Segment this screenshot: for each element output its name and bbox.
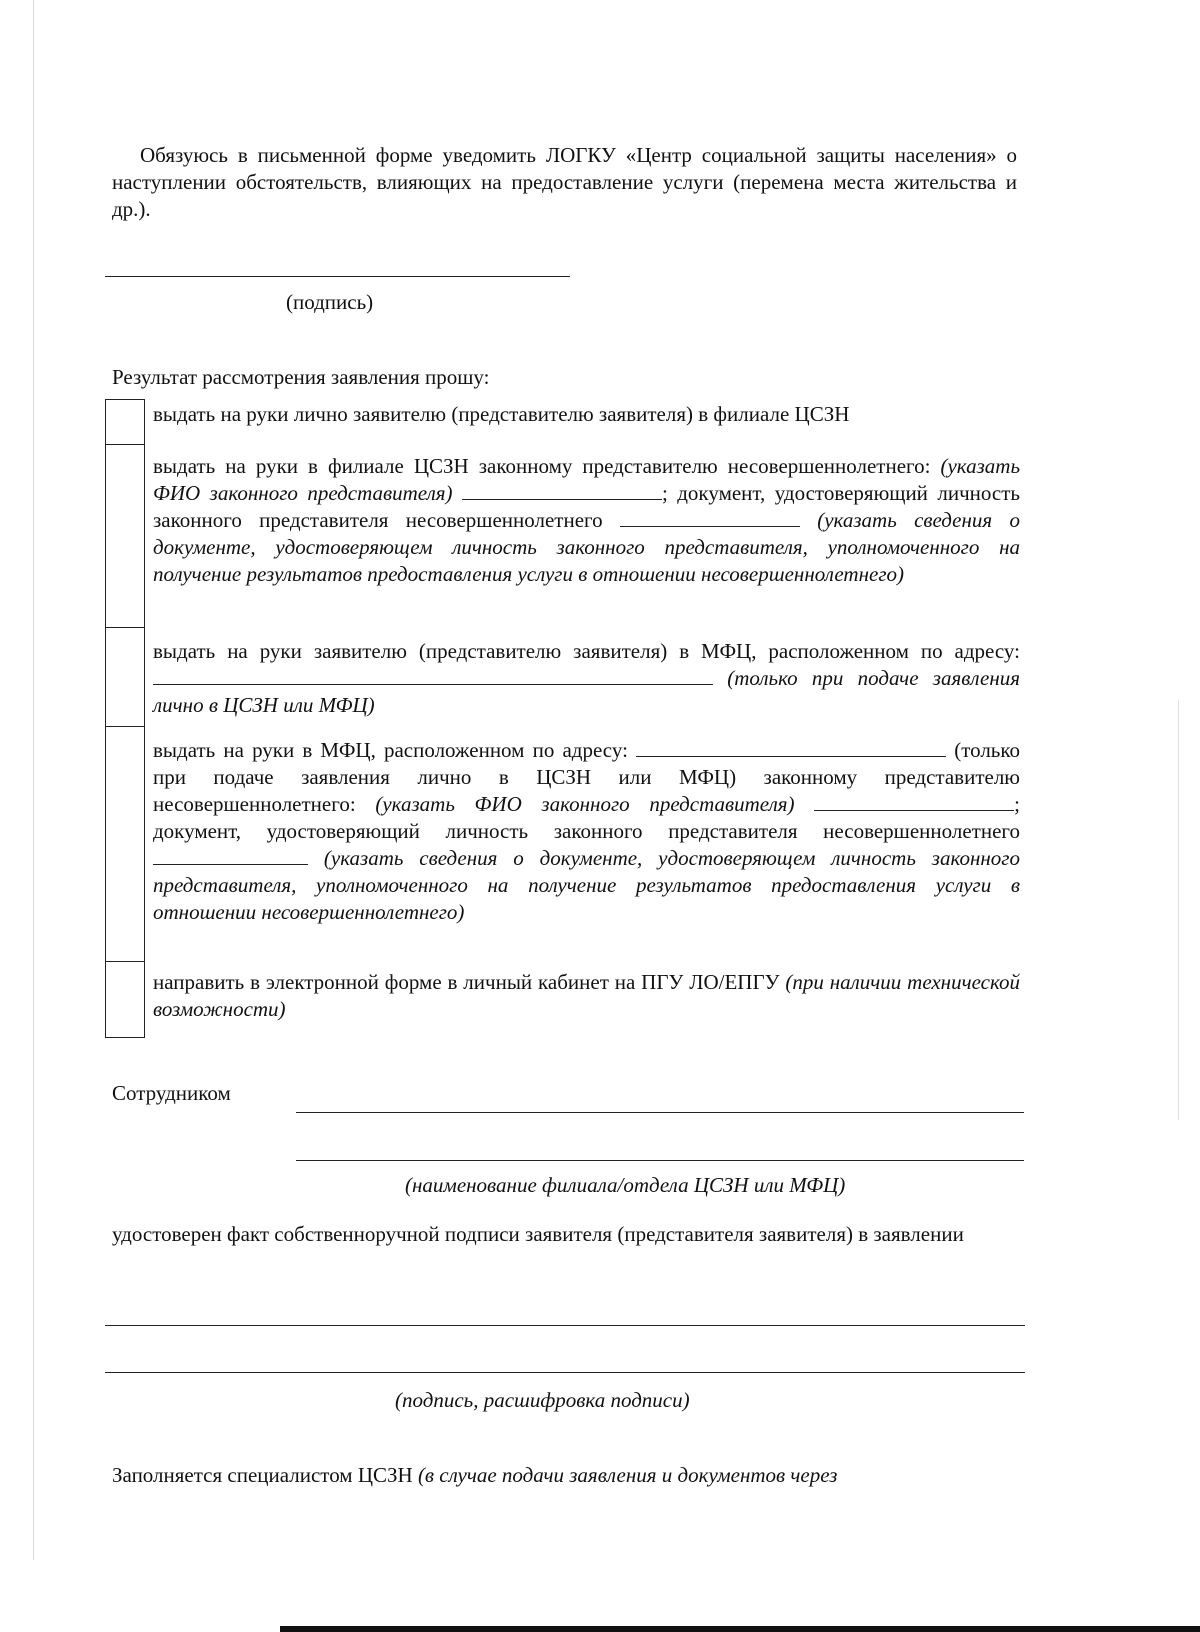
option-text [153, 962, 1020, 1038]
result-heading: Результат рассмотрения заявления прошу: [112, 365, 490, 389]
checkbox[interactable] [105, 628, 145, 727]
filled-by-hint: (в случае подачи заявления и документов через [417, 1463, 838, 1487]
signature-full-caption: (подпись, расшифровка подписи) [395, 1388, 690, 1412]
checkbox[interactable] [105, 727, 145, 962]
checkbox[interactable] [105, 962, 145, 1038]
certified-text: удостоверен факт собственноручной подписи заявителя (представителя заявителя) в заявлении [112, 1222, 964, 1246]
commitment-text: Обязуюсь в письменной форме уведомить ЛОГКУ «Центр социальной защиты населения» о наступлении обстоятельств, влияющих на предоставление услуги (перемена места жительства и др.). [112, 143, 1017, 221]
document-blank[interactable] [153, 846, 308, 865]
option-text [153, 445, 1020, 628]
option-label: выдать на руки лично заявителю (представителю заявителя) в филиале ЦСЗН [153, 402, 850, 426]
signature-full-line[interactable] [105, 1325, 1025, 1326]
option-legal-rep-branch [105, 445, 1020, 628]
option-label: направить в электронной форме в личный кабинет на ПГУ ЛО/ЕПГУ [153, 970, 780, 994]
option-label: (только при подаче заявления лично в ЦСЗН или МФЦ) законному представителю несовершеннолетнего: [153, 738, 1021, 816]
fio-blank[interactable] [462, 481, 662, 500]
option-hint: (при наличии технической возможности) [153, 970, 1021, 1021]
address-blank[interactable] [153, 666, 713, 685]
employee-label: Сотрудником [112, 1081, 231, 1105]
option-personal-branch [105, 399, 1020, 445]
option-label: ; документ, удостоверяющий личность законного представителя несовершеннолетнего [153, 481, 1020, 532]
fio-blank[interactable] [814, 792, 1014, 811]
option-label: выдать на руки в МФЦ, расположенном по адресу: [153, 738, 628, 762]
option-mfc-personal [105, 628, 1020, 727]
signature-caption: (подпись) [286, 290, 374, 314]
checkbox[interactable] [105, 445, 145, 628]
branch-line[interactable] [296, 1160, 1024, 1161]
filled-by-paragraph [112, 1462, 1017, 1489]
option-text [153, 628, 1020, 727]
commitment-paragraph [112, 142, 1017, 223]
option-label: ; документ, удостоверяющий личность законного представителя несовершеннолетнего [153, 792, 1021, 843]
address-blank[interactable] [636, 738, 946, 757]
option-hint: (указать сведения о документе, удостоверяющем личность законного представителя, уполномоченного на получение результатов предоставления услуги в отношении несовершеннолетнего) [153, 846, 1020, 924]
option-hint: (указать сведения о документе, удостоверяющем личность законного представителя, уполномоченного на получение результатов предоставления услуги в отношении несовершеннолетнего) [153, 508, 1020, 586]
option-hint: (только при подаче заявления лично в ЦСЗН или МФЦ) [153, 666, 1021, 717]
option-hint: (указать ФИО законного представителя) [375, 792, 795, 816]
option-label: выдать на руки заявителю (представителю заявителя) в МФЦ, расположенном по адресу: [153, 639, 1020, 663]
certified-paragraph [112, 1221, 1017, 1248]
employee-line[interactable] [296, 1112, 1024, 1113]
option-mfc-legal-rep [105, 727, 1020, 962]
option-label: выдать на руки в филиале ЦСЗН законному представителю несовершеннолетнего: [153, 454, 931, 478]
checkbox[interactable] [105, 399, 145, 445]
option-text [153, 727, 1020, 962]
result-options [105, 399, 1020, 1038]
scan-edge [1178, 700, 1179, 1120]
signature-full-line[interactable] [105, 1372, 1025, 1373]
option-hint: (указать ФИО законного представителя) [153, 454, 1020, 505]
signature-line[interactable] [105, 276, 570, 277]
page-bottom-edge [280, 1626, 1200, 1632]
branch-caption: (наименование филиала/отдела ЦСЗН или МФЦ) [405, 1173, 846, 1197]
option-electronic [105, 962, 1020, 1038]
scan-edge [33, 0, 34, 1560]
filled-by-text: Заполняется специалистом ЦСЗН [112, 1463, 413, 1487]
document-blank[interactable] [620, 508, 800, 527]
option-text [153, 399, 1020, 445]
